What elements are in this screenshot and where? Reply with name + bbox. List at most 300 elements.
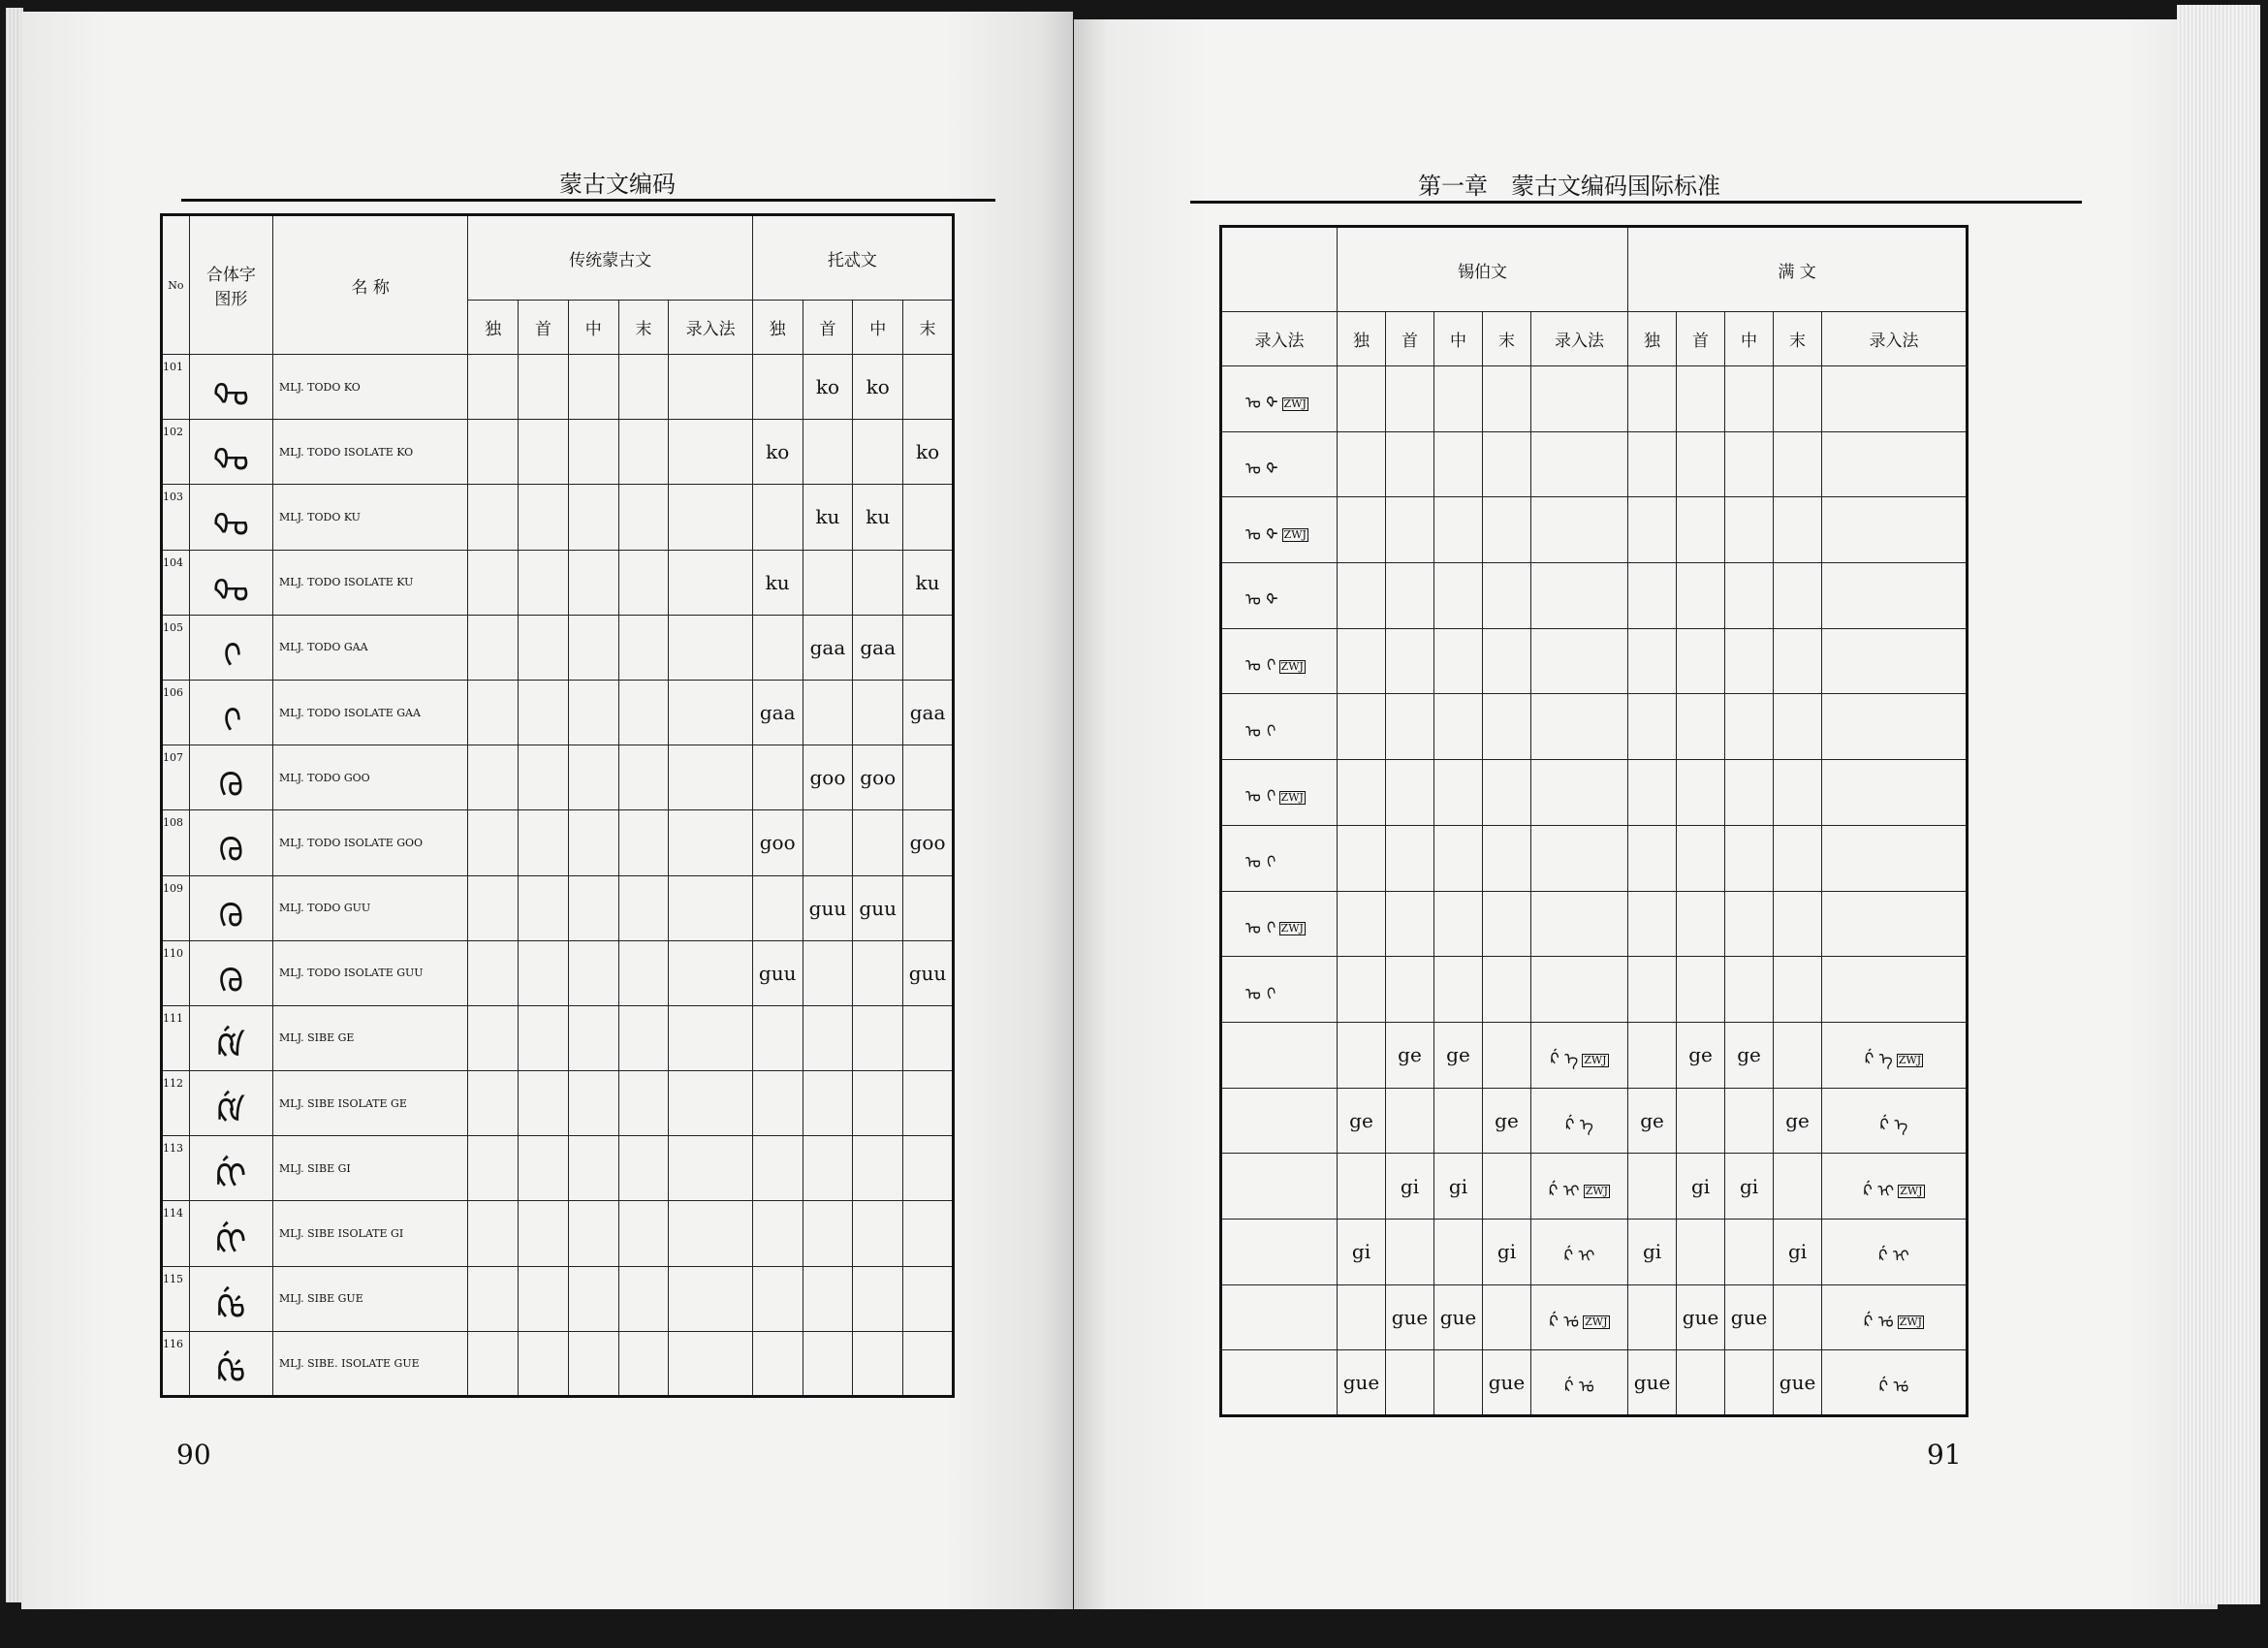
manchu-form-cell: [1628, 497, 1677, 563]
header-manchu-isolate: 独: [1628, 312, 1677, 366]
traditional-cell: [468, 1266, 519, 1331]
ligature-glyph: ᡬᡝ: [189, 1005, 272, 1070]
ligature-glyph: ᡬᡝ: [189, 1071, 272, 1136]
character-name: MLJ. TODO GUU: [273, 875, 468, 940]
sibe-form-cell: [1434, 497, 1483, 563]
todo-form-cell: ko: [853, 355, 903, 420]
manchu-form-cell: [1774, 431, 1822, 497]
traditional-cell: [618, 1005, 669, 1070]
manchu-form-cell: gue: [1677, 1284, 1725, 1350]
zwj-box-icon: ZWJ: [1585, 1315, 1608, 1329]
todo-form-cell: [803, 550, 853, 615]
todo-form-cell: [903, 355, 954, 420]
traditional-cell: [568, 485, 618, 550]
sibe-input-keys: ᡬ ᡳ: [1563, 1247, 1595, 1267]
manchu-form-cell: [1774, 563, 1822, 629]
manchu-input-cell: [1822, 825, 1968, 891]
character-name: MLJ. SIBE. ISOLATE GUE: [273, 1331, 468, 1396]
traditional-cell: [519, 1005, 569, 1070]
todo-form-cell: [803, 1005, 853, 1070]
todo-form-cell: [903, 1071, 954, 1136]
manchu-form-cell: gi: [1677, 1154, 1725, 1220]
left-encoding-table: [160, 213, 955, 1398]
traditional-cell: [519, 420, 569, 485]
manchu-input-keys: ᡬ ᡠ: [1864, 1312, 1894, 1332]
traditional-cell: [468, 1071, 519, 1136]
header-sibe: 锡伯文: [1338, 227, 1628, 312]
zwj-box-icon: ZWJ: [1280, 659, 1304, 673]
sibe-form-cell: [1483, 497, 1531, 563]
todo-input-keys: ᠣ ᡐ: [1245, 524, 1278, 545]
todo-form-cell: [903, 1005, 954, 1070]
sibe-form-cell: [1338, 1284, 1386, 1350]
sibe-form-cell: [1483, 366, 1531, 432]
row-number: 112: [162, 1071, 190, 1136]
manchu-form-cell: [1677, 497, 1725, 563]
sibe-form-cell: [1483, 957, 1531, 1023]
sibe-form-cell: [1386, 1350, 1434, 1416]
todo-form-cell: ku: [803, 485, 853, 550]
sibe-input-keys: ᡬ ᡠ: [1549, 1312, 1580, 1332]
table-row: [1221, 1088, 1968, 1154]
manchu-form-cell: [1725, 497, 1774, 563]
manchu-form-cell: ge: [1677, 1022, 1725, 1088]
left-running-head: 蒙古文编码: [559, 171, 676, 198]
manchu-form-cell: [1628, 760, 1677, 826]
todo-form-cell: gaa: [903, 680, 954, 745]
manchu-input-cell: [1822, 366, 1968, 432]
sibe-input-cell: [1531, 1350, 1628, 1416]
ligature-glyph: ᢉᠣ: [189, 810, 272, 875]
manchu-form-cell: [1677, 957, 1725, 1023]
manchu-form-cell: [1725, 825, 1774, 891]
traditional-cell: [618, 485, 669, 550]
table-row: [1221, 497, 1968, 563]
sibe-form-cell: [1483, 563, 1531, 629]
sibe-input-cell: [1531, 1088, 1628, 1154]
traditional-cell: [519, 680, 569, 745]
table-row: [162, 1266, 954, 1331]
header-sibe-initial: 首: [1386, 312, 1434, 366]
header-sibe-isolate: 独: [1338, 312, 1386, 366]
traditional-cell: [519, 1071, 569, 1136]
row-number: 111: [162, 1005, 190, 1070]
todo-input-cell: [1221, 431, 1338, 497]
sibe-form-cell: [1338, 1022, 1386, 1088]
todo-form-cell: [803, 940, 853, 1005]
todo-input-cell: [1221, 497, 1338, 563]
row-number: 116: [162, 1331, 190, 1396]
sibe-form-cell: [1386, 366, 1434, 432]
sibe-form-cell: [1386, 891, 1434, 957]
traditional-cell: [618, 1331, 669, 1396]
sibe-form-cell: ge: [1434, 1022, 1483, 1088]
todo-form-cell: guu: [752, 940, 803, 1005]
sibe-form-cell: [1338, 563, 1386, 629]
todo-form-cell: [752, 1266, 803, 1331]
header-sibe-input-method: 录入法: [1531, 312, 1628, 366]
sibe-input-cell: [1531, 563, 1628, 629]
character-name: MLJ. SIBE GE: [273, 1005, 468, 1070]
ligature-glyph: ᡐᠣ: [189, 420, 272, 485]
todo-form-cell: ko: [903, 420, 954, 485]
todo-form-cell: gaa: [853, 615, 903, 680]
manchu-input-cell: [1822, 431, 1968, 497]
left-page-number: 90: [176, 1439, 211, 1471]
manchu-form-cell: [1725, 891, 1774, 957]
todo-input-keys: ᠣ ᢉ: [1245, 787, 1276, 808]
manchu-form-cell: [1725, 431, 1774, 497]
sibe-form-cell: [1434, 694, 1483, 760]
table-row: [162, 1005, 954, 1070]
manchu-form-cell: gue: [1628, 1350, 1677, 1416]
traditional-cell: [568, 1201, 618, 1266]
todo-form-cell: [752, 745, 803, 810]
manchu-form-cell: [1677, 563, 1725, 629]
sibe-form-cell: [1434, 1350, 1483, 1416]
zwj-box-icon: ZWJ: [1283, 396, 1307, 410]
todo-form-cell: guu: [903, 940, 954, 1005]
todo-input-keys: ᠣ ᢉ: [1245, 721, 1276, 742]
table-row: [1221, 760, 1968, 826]
todo-input-cell: [1221, 366, 1338, 432]
sibe-input-keys: ᡬ ᡝ: [1565, 1115, 1593, 1135]
table-row: [162, 1201, 954, 1266]
sibe-form-cell: gue: [1386, 1284, 1434, 1350]
traditional-cell: [519, 355, 569, 420]
sibe-form-cell: [1483, 760, 1531, 826]
todo-form-cell: [853, 810, 903, 875]
ligature-glyph: ᢉᠣ: [189, 940, 272, 1005]
manchu-form-cell: [1677, 825, 1725, 891]
table-row: [1221, 563, 1968, 629]
table-row: [162, 680, 954, 745]
traditional-cell: [568, 615, 618, 680]
todo-form-cell: [752, 485, 803, 550]
traditional-cell: [568, 1266, 618, 1331]
todo-form-cell: [903, 1136, 954, 1201]
manchu-form-cell: [1725, 1350, 1774, 1416]
traditional-cell: [568, 420, 618, 485]
ligature-glyph: ᢉ: [189, 680, 272, 745]
todo-form-cell: [803, 1201, 853, 1266]
sibe-input-cell: [1531, 628, 1628, 694]
traditional-cell: [669, 680, 752, 745]
todo-form-cell: [752, 1005, 803, 1070]
table-row: [162, 1331, 954, 1396]
manchu-form-cell: [1677, 628, 1725, 694]
manchu-form-cell: [1677, 366, 1725, 432]
sibe-form-cell: [1338, 891, 1386, 957]
todo-input-keys: ᠣ ᢉ: [1245, 656, 1276, 677]
manchu-form-cell: [1774, 957, 1822, 1023]
zwj-box-icon: ZWJ: [1283, 528, 1307, 542]
ligature-glyph: ᡐᠣ: [189, 355, 272, 420]
sibe-form-cell: [1386, 431, 1434, 497]
ligature-glyph: ᡐᠣ: [189, 485, 272, 550]
manchu-input-cell: [1822, 1219, 1968, 1284]
traditional-cell: [618, 875, 669, 940]
ligature-glyph: ᡐᠣ: [189, 550, 272, 615]
zwj-box-icon: ZWJ: [1898, 1053, 1922, 1066]
row-number: 101: [162, 355, 190, 420]
todo-input-keys: ᠣ ᢉ: [1245, 984, 1276, 1004]
sibe-form-cell: [1338, 1154, 1386, 1220]
manchu-form-cell: [1725, 628, 1774, 694]
traditional-cell: [519, 550, 569, 615]
todo-form-cell: ku: [853, 485, 903, 550]
row-number: 107: [162, 745, 190, 810]
traditional-cell: [519, 1266, 569, 1331]
traditional-cell: [519, 940, 569, 1005]
header-manchu-input-method: 录入法: [1822, 312, 1968, 366]
sibe-form-cell: [1338, 760, 1386, 826]
traditional-cell: [618, 1201, 669, 1266]
character-name: MLJ. TODO GOO: [273, 745, 468, 810]
manchu-form-cell: gi: [1628, 1219, 1677, 1284]
character-name: MLJ. TODO ISOLATE GOO: [273, 810, 468, 875]
todo-input-cell: [1221, 1284, 1338, 1350]
sibe-form-cell: [1338, 431, 1386, 497]
table-row: [1221, 366, 1968, 432]
todo-form-cell: ku: [903, 550, 954, 615]
traditional-cell: [669, 615, 752, 680]
header-no: No: [162, 215, 190, 355]
todo-input-cell: [1221, 1088, 1338, 1154]
sibe-form-cell: [1338, 497, 1386, 563]
todo-form-cell: ko: [752, 420, 803, 485]
sibe-input-keys: ᡬ ᡳ: [1549, 1181, 1580, 1201]
sibe-form-cell: [1434, 628, 1483, 694]
manchu-input-cell: [1822, 760, 1968, 826]
manchu-form-cell: [1628, 1284, 1677, 1350]
manchu-form-cell: [1774, 694, 1822, 760]
traditional-cell: [468, 355, 519, 420]
row-number: 109: [162, 875, 190, 940]
table-row: [162, 810, 954, 875]
manchu-form-cell: [1774, 1022, 1822, 1088]
manchu-form-cell: [1628, 825, 1677, 891]
sibe-form-cell: [1434, 1088, 1483, 1154]
right-page-number: 91: [1927, 1439, 1962, 1471]
row-number: 102: [162, 420, 190, 485]
traditional-cell: [519, 745, 569, 810]
header-sibe-medial: 中: [1434, 312, 1483, 366]
header-todo: 托忒文: [752, 215, 953, 301]
sibe-form-cell: gi: [1483, 1219, 1531, 1284]
header-traditional-mongolian: 传统蒙古文: [468, 215, 752, 301]
manchu-input-keys: ᡬ ᡝ: [1879, 1115, 1908, 1135]
ligature-glyph: ᢉᠣ: [189, 745, 272, 810]
todo-form-cell: [903, 875, 954, 940]
manchu-form-cell: [1774, 891, 1822, 957]
table-row: [162, 355, 954, 420]
ligature-glyph: ᡬᡳ: [189, 1136, 272, 1201]
traditional-cell: [468, 1136, 519, 1201]
manchu-input-cell: [1822, 1284, 1968, 1350]
sibe-form-cell: [1338, 825, 1386, 891]
traditional-cell: [568, 875, 618, 940]
todo-form-cell: [903, 1331, 954, 1396]
todo-form-cell: gaa: [752, 680, 803, 745]
right-head-rule: [1190, 201, 2082, 204]
traditional-cell: [468, 550, 519, 615]
sibe-form-cell: [1434, 825, 1483, 891]
character-name: MLJ. TODO KU: [273, 485, 468, 550]
sibe-input-cell: [1531, 694, 1628, 760]
sibe-input-cell: [1531, 957, 1628, 1023]
manchu-form-cell: [1774, 366, 1822, 432]
header-todo-medial: 中: [853, 301, 903, 355]
character-name: MLJ. SIBE ISOLATE GI: [273, 1201, 468, 1266]
todo-input-keys: ᠣ ᡐ: [1245, 590, 1278, 611]
todo-form-cell: [752, 1201, 803, 1266]
sibe-form-cell: [1338, 628, 1386, 694]
traditional-cell: [669, 1136, 752, 1201]
manchu-form-cell: [1677, 1088, 1725, 1154]
todo-form-cell: [903, 615, 954, 680]
todo-form-cell: [752, 1136, 803, 1201]
todo-form-cell: [853, 1201, 903, 1266]
sibe-input-cell: [1531, 1022, 1628, 1088]
traditional-cell: [468, 1201, 519, 1266]
character-name: MLJ. TODO ISOLATE GUU: [273, 940, 468, 1005]
manchu-form-cell: ge: [1725, 1022, 1774, 1088]
character-name: MLJ. TODO ISOLATE KO: [273, 420, 468, 485]
manchu-input-cell: [1822, 628, 1968, 694]
manchu-input-cell: [1822, 1088, 1968, 1154]
traditional-cell: [519, 1201, 569, 1266]
table-row: [162, 615, 954, 680]
sibe-form-cell: [1386, 825, 1434, 891]
manchu-form-cell: [1628, 1022, 1677, 1088]
traditional-cell: [618, 1071, 669, 1136]
ligature-glyph: ᢉ: [189, 615, 272, 680]
header-isolate: 独: [468, 301, 519, 355]
ligature-glyph: ᡬᡠ: [189, 1331, 272, 1396]
sibe-form-cell: [1386, 694, 1434, 760]
todo-input-cell: [1221, 1219, 1338, 1284]
sibe-input-keys: ᡬ ᡠ: [1564, 1378, 1594, 1398]
todo-form-cell: [903, 485, 954, 550]
manchu-form-cell: ge: [1628, 1088, 1677, 1154]
todo-form-cell: [752, 615, 803, 680]
manchu-form-cell: [1725, 694, 1774, 760]
traditional-cell: [468, 420, 519, 485]
todo-form-cell: goo: [903, 810, 954, 875]
todo-input-cell: [1221, 760, 1338, 826]
todo-input-cell: [1221, 694, 1338, 760]
todo-form-cell: [853, 1331, 903, 1396]
todo-form-cell: [903, 1201, 954, 1266]
zwj-box-icon: ZWJ: [1585, 1185, 1609, 1198]
manchu-input-cell: [1822, 497, 1968, 563]
header-input-method: 录入法: [669, 301, 752, 355]
traditional-cell: [468, 1005, 519, 1070]
todo-form-cell: [803, 810, 853, 875]
left-head-rule: [181, 199, 995, 202]
todo-form-cell: ko: [803, 355, 853, 420]
table-row: [162, 550, 954, 615]
manchu-input-keys: ᡬ ᡳ: [1863, 1181, 1895, 1201]
todo-input-cell: [1221, 1154, 1338, 1220]
character-name: MLJ. TODO GAA: [273, 615, 468, 680]
todo-form-cell: [803, 1071, 853, 1136]
sibe-form-cell: [1386, 957, 1434, 1023]
todo-form-cell: [752, 355, 803, 420]
manchu-form-cell: ge: [1774, 1088, 1822, 1154]
todo-input-keys: ᠣ ᡐ: [1245, 460, 1278, 480]
table-row: [162, 1136, 954, 1201]
manchu-form-cell: [1628, 431, 1677, 497]
todo-input-cell: [1221, 1022, 1338, 1088]
header-ligature-shape: 合体字 图形: [189, 215, 272, 355]
sibe-form-cell: [1338, 694, 1386, 760]
traditional-cell: [618, 550, 669, 615]
traditional-cell: [519, 810, 569, 875]
traditional-cell: [519, 1331, 569, 1396]
manchu-form-cell: [1628, 1154, 1677, 1220]
sibe-form-cell: [1434, 431, 1483, 497]
row-number: 115: [162, 1266, 190, 1331]
row-number: 114: [162, 1201, 190, 1266]
row-number: 104: [162, 550, 190, 615]
traditional-cell: [468, 940, 519, 1005]
manchu-form-cell: [1628, 891, 1677, 957]
sibe-form-cell: [1386, 1088, 1434, 1154]
todo-input-cell: [1221, 1350, 1338, 1416]
sibe-input-cell: [1531, 760, 1628, 826]
sibe-form-cell: ge: [1386, 1022, 1434, 1088]
sibe-form-cell: [1483, 891, 1531, 957]
traditional-cell: [669, 1201, 752, 1266]
todo-input-cell: [1221, 891, 1338, 957]
todo-form-cell: [853, 420, 903, 485]
character-name: MLJ. SIBE GI: [273, 1136, 468, 1201]
sibe-input-cell: [1531, 891, 1628, 957]
table-row: [1221, 891, 1968, 957]
header-sibe-final: 末: [1483, 312, 1531, 366]
traditional-cell: [568, 810, 618, 875]
zwj-box-icon: ZWJ: [1280, 922, 1304, 935]
sibe-form-cell: gi: [1386, 1154, 1434, 1220]
manchu-form-cell: [1677, 760, 1725, 826]
todo-form-cell: [803, 680, 853, 745]
todo-form-cell: [803, 1136, 853, 1201]
traditional-cell: [618, 810, 669, 875]
row-number: 110: [162, 940, 190, 1005]
sibe-form-cell: [1483, 431, 1531, 497]
header-todo-input-method: 录入法: [1221, 312, 1338, 366]
table-row: [1221, 1350, 1968, 1416]
todo-input-keys: ᠣ ᢉ: [1245, 853, 1276, 873]
manchu-form-cell: [1677, 431, 1725, 497]
sibe-form-cell: [1434, 563, 1483, 629]
todo-form-cell: goo: [803, 745, 853, 810]
sibe-form-cell: gue: [1483, 1350, 1531, 1416]
traditional-cell: [618, 1266, 669, 1331]
traditional-cell: [669, 875, 752, 940]
table-row: [162, 745, 954, 810]
table-row: [1221, 1284, 1968, 1350]
header-todo-input-spacer: [1221, 227, 1338, 312]
header-name: 名 称: [273, 215, 468, 355]
todo-form-cell: [803, 420, 853, 485]
sibe-form-cell: [1386, 497, 1434, 563]
traditional-cell: [669, 745, 752, 810]
manchu-input-keys: ᡬ ᡝ: [1864, 1050, 1893, 1070]
todo-input-cell: [1221, 628, 1338, 694]
